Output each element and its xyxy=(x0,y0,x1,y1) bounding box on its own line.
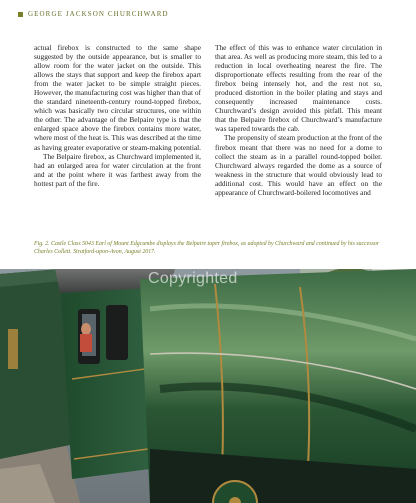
copyright-watermark: Copyrighted xyxy=(148,270,238,287)
locomotive-photo xyxy=(0,269,416,503)
left-column xyxy=(34,43,201,243)
locomotive-illustration xyxy=(0,269,416,503)
page-header xyxy=(18,9,398,19)
paragraph: The effect of this was to enhance water circulation in that area. As well as producing more steam, this led to a reduction in local overheating nearest the fire. The disproportionate effects resulting from the rear of the firebox being intensely hot, and the rest not so, produced distortion in the boiler plating and stays and consequently increased maintenance costs. Churchward’s design avoided this pitfall. This meant that the Belpaire firebox of Churchward’s manufacture was tapered towards the cab. xyxy=(215,43,382,134)
right-column xyxy=(215,43,382,243)
running-head: GEORGE JACKSON CHURCHWARD xyxy=(28,10,169,18)
figure-caption: Fig. 2. Castle Class 5043 Earl of Mount Edgcumbe displays the Belpaire taper firebox, as adopted by Churchward and continued by his successor Charles Collett. Stratford-upon-Avon, August 2017. xyxy=(34,241,380,255)
paragraph: actual firebox is constructed to the same shape suggested by the outside appearance, but is smaller to allow room for the water jacket on the outside. This allows the stays that support and keep the firebox apart from the water jacket to be simple straight pieces. However, the manufacturing cost was higher than that of the standard nineteenth-century round-topped firebox, which was basically two circular structures, one within the other. The advantage of the Belpaire type is that the enlarged space above the firebox contains more water, where most of the heat is. This was described at the time as having greater evaporative or steam-making potential. xyxy=(34,43,201,152)
header-square-marker xyxy=(18,12,23,17)
paragraph: The Belpaire firebox, as Churchward implemented it, had an enlarged area for water circulation at the front and at the point where it was farthest away from the hottest part of the fire. xyxy=(34,151,201,188)
paragraph: The propensity of steam production at the front of the firebox meant that there was no need for a dome to collect the steam as in a parallel round-topped boiler. Churchward always regarded the dome as a source of weakness in the structure that would obviously lead to additional cost. This would have an effect on the appearance of Churchward-boilered locomotives and xyxy=(215,133,382,197)
body-text xyxy=(34,43,382,243)
